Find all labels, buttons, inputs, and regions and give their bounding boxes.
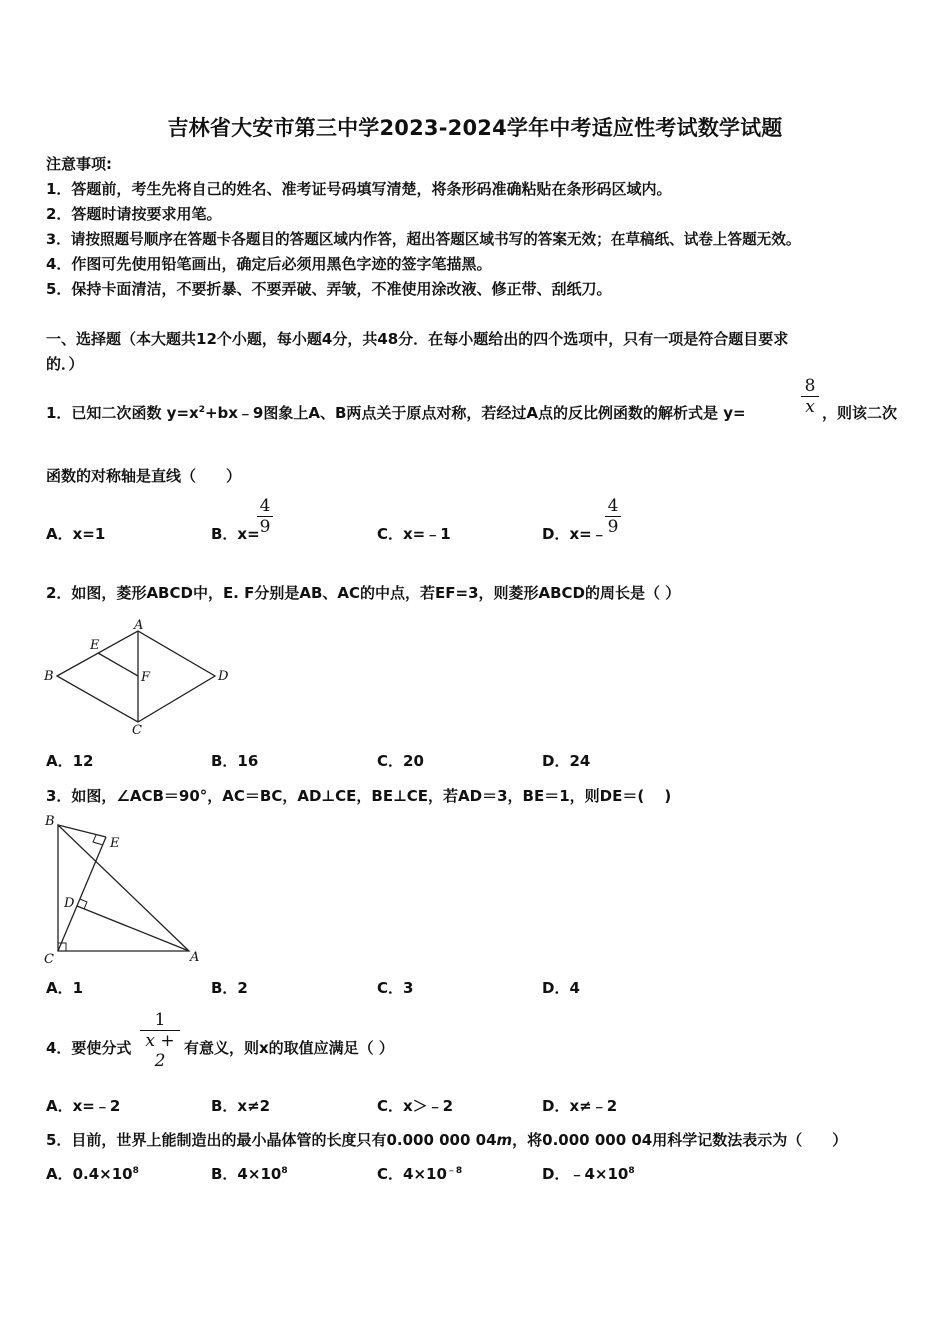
label-a: A: [134, 618, 144, 633]
q2-rhombus-figure: [40, 618, 240, 736]
q5-option-b[interactable]: B．$4\times 10^8$: [211, 1165, 288, 1183]
label-a: A: [190, 950, 200, 965]
label-d: D: [218, 669, 229, 684]
label-b: B: [45, 814, 55, 829]
segment-be: [58, 825, 106, 837]
q4-option-a[interactable]: A．x=﹣2: [46, 1097, 121, 1115]
q4-fraction: 1 x + 2: [140, 1010, 180, 1071]
notice-item-4: 4．作图可先使用铅笔画出，确定后必须用黑色字迹的签字笔描黑。: [46, 255, 492, 273]
q5-option-d[interactable]: D．$﹣4\times 10^8$: [542, 1165, 635, 1183]
q1-stem-end: ，则该二次: [822, 404, 898, 422]
q4-option-c[interactable]: C．x＞﹣2: [377, 1097, 454, 1115]
q1-stem-line2: 函数的对称轴是直线（ ）: [46, 467, 242, 485]
q3-option-b[interactable]: B．2: [211, 979, 248, 997]
q3-option-d[interactable]: D．4: [542, 979, 580, 997]
q3-stem: 3．如图，∠ACB＝90°，AC＝BC，AD⊥CE，BE⊥CE，若AD＝3，BE＝1，则DE＝( ): [46, 787, 672, 805]
q1-option-b-fraction: 4 9: [257, 496, 273, 537]
q2-option-d[interactable]: D．24: [542, 752, 591, 770]
q5-option-a[interactable]: A．$0.4\times 10^8$: [46, 1165, 139, 1183]
q2-stem: 2．如图，菱形ABCD中，E. F分别是AB、AC的中点，若EF=3，则菱形ABCD的周长是（ ）: [46, 584, 681, 602]
q3-option-a[interactable]: A．1: [46, 979, 84, 997]
q4-stem: 4．要使分式: [46, 1039, 132, 1057]
label-d: D: [64, 896, 75, 911]
q4-option-b[interactable]: B．x≠2: [211, 1097, 271, 1115]
segment-ad: [77, 906, 189, 951]
segment-ef: [98, 653, 138, 676]
q4-option-d[interactable]: D．x≠﹣2: [542, 1097, 618, 1115]
q1-option-a[interactable]: A．x=1: [46, 525, 106, 543]
label-c: C: [44, 952, 54, 967]
q2-option-b[interactable]: B．16: [211, 752, 259, 770]
label-e: E: [110, 836, 120, 851]
label-b: B: [44, 669, 54, 684]
q2-option-a[interactable]: A．12: [46, 752, 94, 770]
q1-stem: 1．已知二次函数 $y=x^2+bx﹣9$图象上A、B两点关于原点对称，若经过A点的反比例函数的解析式是 y=: [46, 404, 746, 422]
q5-stem: 5．目前，世界上能制造出的最小晶体管的长度只有0.000 000 04m，将0.000 000 04用科学记数法表示为（ ）: [46, 1131, 848, 1149]
q1-option-b[interactable]: B．x=: [211, 525, 260, 543]
rhombus-abcd: [57, 631, 215, 722]
q2-option-c[interactable]: C．20: [377, 752, 424, 770]
segment-ce: [58, 837, 106, 951]
q1-option-c[interactable]: C．x=﹣1: [377, 525, 451, 543]
section-heading-line1: 一、选择题（本大题共12个小题，每小题4分，共48分．在每小题给出的四个选项中，只有一项是符合题目要求: [46, 330, 789, 348]
page-title: 吉林省大安市第三中学2023-2024学年中考适应性考试数学试题: [167, 116, 783, 140]
label-c: C: [132, 723, 142, 736]
q1-fraction: 8 x: [801, 376, 819, 417]
section-heading-line2: 的．）: [46, 355, 84, 373]
label-e: E: [90, 638, 100, 653]
q3-triangle-figure: [40, 810, 210, 968]
notice-item-1: 1．答题前，考生先将自己的姓名、准考证号码填写清楚，将条形码准确粘贴在条形码区域内。: [46, 180, 672, 198]
q5-option-c[interactable]: C．$4\times 10^{﹣8}$: [377, 1165, 463, 1183]
q4-stem-end: 有意义，则x的取值应满足（ ）: [184, 1039, 394, 1057]
q3-option-c[interactable]: C．3: [377, 979, 414, 997]
q1-option-d[interactable]: D．x=﹣: [542, 525, 607, 543]
triangle-abc: [58, 825, 189, 951]
notice-item-3: 3．请按照题号顺序在答题卡各题目的答题区域内作答，超出答题区域书写的答案无效；在草稿纸、试卷上答题无效。: [46, 231, 801, 248]
notice-item-5: 5．保持卡面清洁，不要折暴、不要弄破、弄皱，不准使用涂改液、修正带、刮纸刀。: [46, 280, 612, 298]
q1-option-d-fraction: 4 9: [605, 496, 621, 537]
label-f: F: [141, 670, 151, 685]
notice-item-2: 2．答题时请按要求用笔。: [46, 205, 222, 223]
notice-heading: 注意事项:: [46, 155, 112, 173]
